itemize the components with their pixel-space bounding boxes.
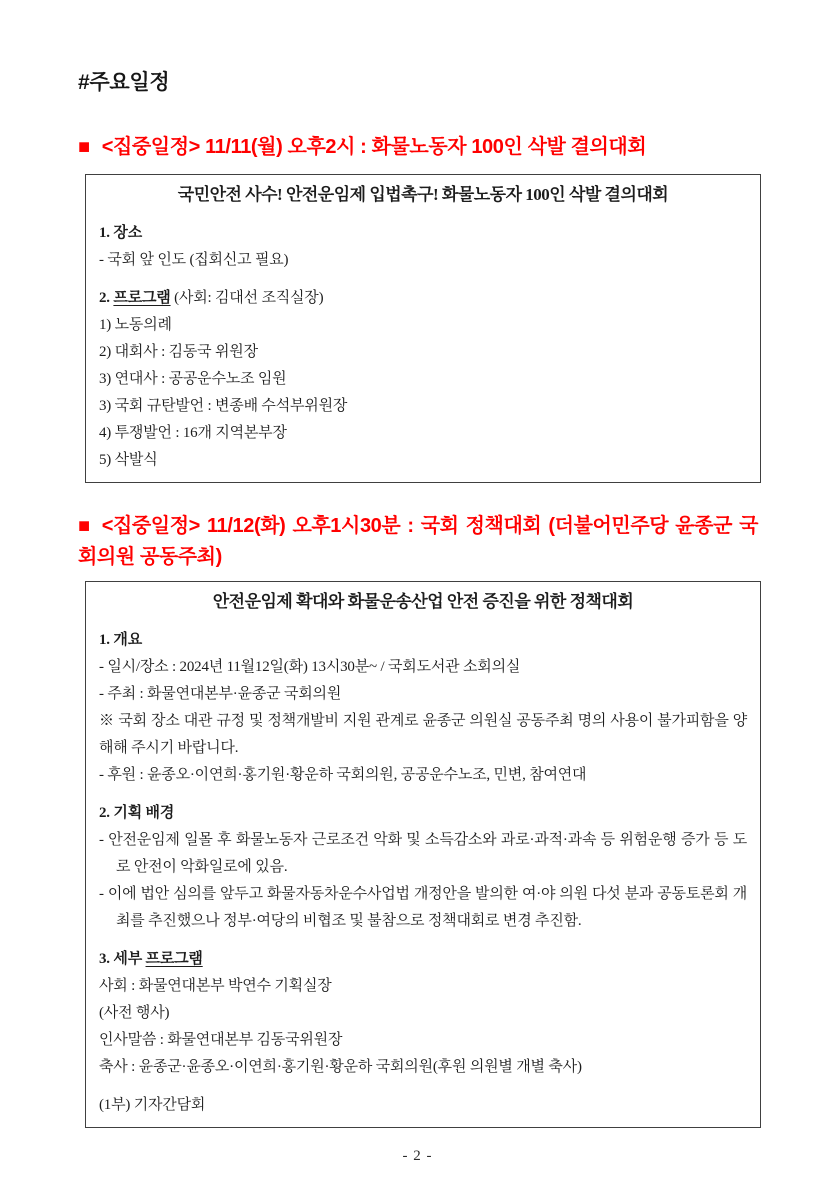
- final-line: (1부) 기자간담회: [99, 1097, 206, 1113]
- detail-line: 사회 : 화물연대본부 박연수 기획실장: [99, 978, 332, 994]
- overview-line: - 후원 : 윤종오·이연희·홍기원·황운하 국회의원, 공공운수노조, 민변, 참여연대: [99, 767, 587, 783]
- red-square-bullet-icon: ■: [78, 136, 90, 158]
- rally-place-line: - 국회 앞 인도 (집회신고 필요): [99, 252, 289, 268]
- detail-program-word: 프로그램: [145, 951, 203, 967]
- spacer: [99, 789, 747, 800]
- spacer: [99, 209, 747, 220]
- overview-line: - 주최 : 화물연대본부·윤종군 국회의원: [99, 686, 342, 702]
- spacer: [99, 616, 747, 627]
- program-item: 3) 연대사 : 공공운수노조 임원: [99, 371, 287, 387]
- detail-line: (사전 행사): [99, 1005, 170, 1021]
- page-number: - 2 -: [402, 1148, 433, 1164]
- section-2-heading-text: <집중일정> 11/12(화) 오후1시30분 : 국회 정책대회 (더불어민주당 윤종군 국회의원 공동주최): [78, 515, 758, 568]
- program-item: 4) 투쟁발언 : 16개 지역본부장: [99, 425, 287, 441]
- spacer: [99, 274, 747, 285]
- overview-line: ※ 국회 장소 대관 규정 및 정책개발비 지원 관계로 윤종군 의원실 공동주최 명의 사용이 불가피함을 양해해 주시기 바랍니다.: [99, 713, 747, 756]
- detail-line: 축사 : 윤종군·윤종오·이연희·홍기원·황운하 국회의원(후원 의원별 개별 축사): [99, 1059, 582, 1075]
- overview-line: - 일시/장소 : 2024년 11월12일(화) 13시30분~ / 국회도서관 소회의실: [99, 659, 521, 675]
- event-box-policy-conference: [85, 581, 761, 1128]
- program-item: 3) 국회 규탄발언 : 변종배 수석부위원장: [99, 398, 348, 414]
- event-box-rally: [85, 174, 761, 483]
- background-line: - 안전운임제 일몰 후 화물노동자 근로조건 악화 및 소득감소와 과로·과적·과속 등 위험운행 증가 등 도로 안전이 악화일로에 있음.: [99, 832, 747, 875]
- background-heading: 2. 기획 배경: [99, 805, 175, 821]
- program-host: (사회: 김대선 조직실장): [170, 290, 324, 306]
- detail-line: 인사말씀 : 화물연대본부 김동국위원장: [99, 1032, 343, 1048]
- program-item: 2) 대회사 : 김동국 위원장: [99, 344, 258, 360]
- program-number: 2.: [99, 290, 114, 306]
- program-word: 프로그램: [113, 290, 171, 306]
- detail-program-prefix: 3. 세부: [99, 951, 146, 967]
- overview-heading: 1. 개요: [99, 632, 142, 648]
- rally-place-heading: 1. 장소: [99, 225, 142, 241]
- section-1-heading: [78, 132, 758, 163]
- program-item: 1) 노동의례: [99, 317, 172, 333]
- red-square-bullet-icon: ■: [78, 515, 90, 537]
- rally-program-heading: [99, 285, 747, 312]
- program-item: 5) 삭발식: [99, 452, 158, 468]
- section-2-heading: [78, 511, 758, 573]
- section-1-heading-text: <집중일정> 11/11(월) 오후2시 : 화물노동자 100인 삭발 결의대회: [101, 136, 647, 158]
- page-title: #주요일정: [78, 71, 170, 94]
- policy-box-title: 안전운임제 확대와 화물운송산업 안전 증진을 위한 정책대회: [212, 592, 634, 611]
- rally-box-title: 국민안전 사수! 안전운임제 입법촉구! 화물노동자 100인 삭발 결의대회: [177, 185, 669, 204]
- spacer: [99, 1081, 747, 1092]
- spacer: [99, 935, 747, 946]
- background-line: - 이에 법안 심의를 앞두고 화물자동차운수사업법 개정안을 발의한 여·야 의원 다섯 분과 공동토론회 개최를 추진했으나 정부·여당의 비협조 및 불참으로 정책대회로 변경 추진함.: [99, 886, 747, 929]
- detail-program-heading: [99, 946, 747, 973]
